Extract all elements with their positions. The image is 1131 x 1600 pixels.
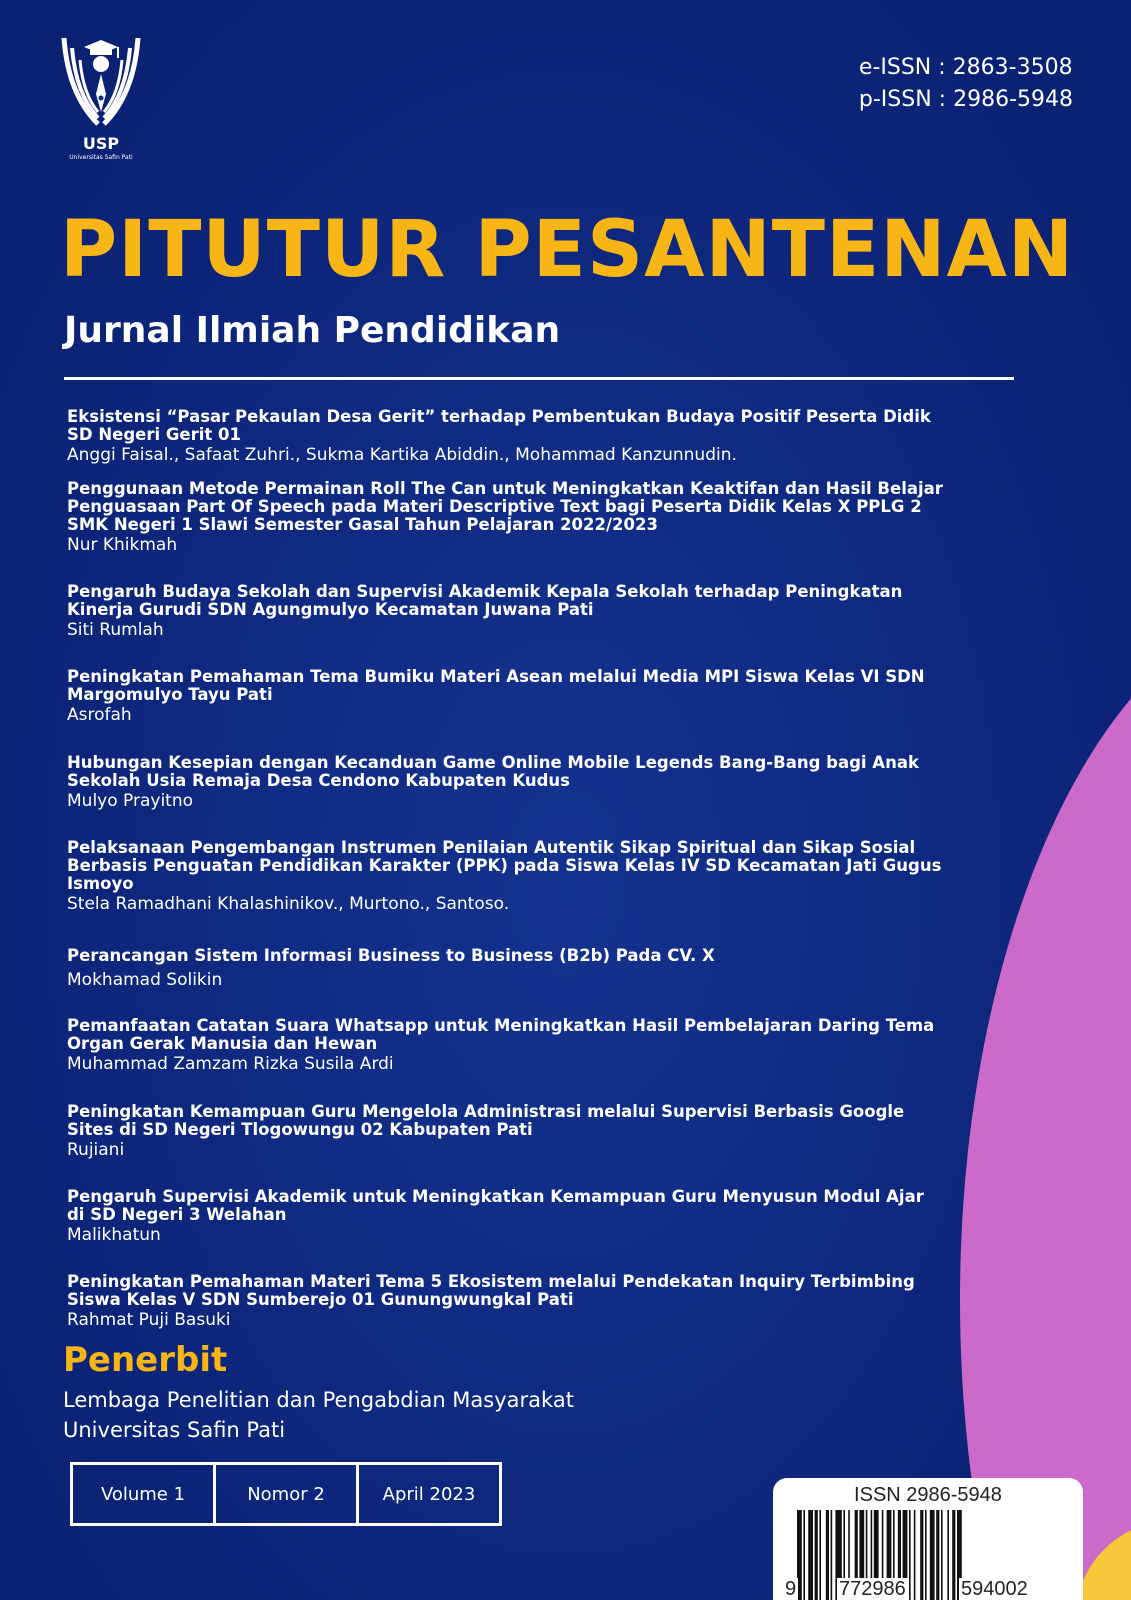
article-authors: Rujiani xyxy=(67,1140,125,1160)
barcode-bar xyxy=(930,1510,935,1600)
article-authors: Mokhamad Solikin xyxy=(67,970,223,990)
barcode-bar xyxy=(815,1510,818,1600)
barcode-bar xyxy=(808,1510,813,1600)
logo-name: USP xyxy=(82,134,120,153)
article-title: Eksistensi “Pasar Pekaulan Desa Gerit” terhadap Pembentukan Budaya Positif Peserta Didik SD Negeri Gerit 01 xyxy=(67,407,931,444)
publisher-heading: Penerbit xyxy=(63,1340,228,1380)
article-title: Perancangan Sistem Informasi Business to Business (B2b) Pada CV. X xyxy=(67,946,715,965)
article-item xyxy=(67,839,947,915)
journal-subtitle: Jurnal Ilmiah Pendidikan xyxy=(64,310,561,351)
article-authors: Asrofah xyxy=(67,705,132,725)
article-authors: Muhammad Zamzam Rizka Susila Ardi xyxy=(67,1054,394,1074)
article-authors: Rahmat Puji Basuki xyxy=(67,1310,231,1330)
article-item xyxy=(67,1188,947,1246)
article-item xyxy=(67,1103,947,1161)
article-authors: Mulyo Prayitno xyxy=(67,791,194,811)
publisher-line-2: Universitas Safin Pati xyxy=(63,1418,286,1442)
barcode-bar xyxy=(947,1510,949,1600)
article-item xyxy=(67,583,947,641)
barcode-bar xyxy=(826,1510,829,1600)
article-title: Hubungan Kesepian dengan Kecanduan Game Online Mobile Legends Bang-Bang bagi Anak Sekolah Usia Remaja Desa Cendono Kabupaten Kudus xyxy=(67,753,919,790)
article-title: Peningkatan Pemahaman Materi Tema 5 Ekosistem melalui Pendekatan Inquiry Terbimbing Siswa Kelas V SDN Sumberejo 01 Gunungwungkal Pati xyxy=(67,1272,915,1309)
barcode-digits-right: 594002 xyxy=(961,1578,1028,1600)
barcode-bar xyxy=(936,1510,939,1600)
e-issn: e-ISSN : 2863-3508 xyxy=(858,55,1073,80)
barcode-bar xyxy=(941,1510,943,1600)
barcode-digits-mid: 772986 xyxy=(839,1578,906,1600)
barcode-digit-left: 9 xyxy=(785,1578,797,1600)
date-label: April 2023 xyxy=(356,1465,499,1523)
university-logo xyxy=(60,34,142,164)
article-item xyxy=(67,1017,947,1075)
journal-title: PITUTUR PESANTENAN xyxy=(60,205,1075,295)
article-authors: Anggi Faisal., Safaat Zuhri., Sukma Kartika Abiddin., Mohammad Kanzunnudin. xyxy=(67,445,737,465)
article-title: Pemanfaatan Catatan Suara Whatsapp untuk Meningkatkan Hasil Pembelajaran Daring Tema Organ Gerak Manusia dan Hewan xyxy=(67,1016,935,1053)
book-icon xyxy=(60,34,142,134)
article-authors: Siti Rumlah xyxy=(67,620,164,640)
decorative-pink-arc xyxy=(960,600,1131,1600)
barcode-bar xyxy=(831,1510,833,1600)
barcode-bar xyxy=(925,1510,927,1600)
issue-info-box xyxy=(70,1462,502,1526)
volume-label: Volume 1 xyxy=(100,1483,186,1505)
publisher-line-1: Lembaga Penelitian dan Pengabdian Masyarakat xyxy=(63,1388,574,1412)
logo-subtitle: Universitas Safin Pati xyxy=(69,154,133,161)
article-title: Pelaksanaan Pengembangan Instrumen Penilaian Autentik Sikap Spiritual dan Sikap Sosial Berbasis Penguatan Pendidikan Karakter (PPK) pada Siswa Kelas IV SD Kecamatan Jati Gugus Ismoyo xyxy=(67,838,942,893)
article-item xyxy=(67,754,947,812)
divider xyxy=(64,377,1014,380)
barcode-issn-label: ISSN 2986-5948 xyxy=(854,1484,1002,1506)
issn-block xyxy=(859,52,1073,116)
article-item xyxy=(67,480,947,556)
issn-barcode xyxy=(773,1478,1083,1600)
barcode-bar xyxy=(914,1510,916,1600)
article-title: Peningkatan Pemahaman Tema Bumiku Materi Asean melalui Media MPI Siswa Kelas VI SDN Margomulyo Tayu Pati xyxy=(67,667,925,704)
article-authors: Malikhatun xyxy=(67,1225,161,1245)
article-title: Peningkatan Kemampuan Guru Mengelola Administrasi melalui Supervisi Berbasis Google Sites di SD Negeri Tlogowungu 02 Kabupaten Pati xyxy=(67,1102,905,1139)
barcode-bar xyxy=(803,1510,805,1600)
barcode-bar xyxy=(909,1510,911,1600)
article-title: Penggunaan Metode Permainan Roll The Can untuk Meningkatkan Keaktifan dan Hasil Belajar Penguasaan Part Of Speech pada Materi Descriptive Text bagi Peserta Didik Kelas X PPLG 2 SMK Negeri 1 Slawi Semester Gasal Tahun Pelajaran 2022/2023 xyxy=(67,479,943,534)
article-title: Pengaruh Supervisi Akademik untuk Meningkatkan Kemampuan Guru Menyusun Modul Ajar di SD Negeri 3 Welahan xyxy=(67,1187,924,1224)
article-item xyxy=(67,668,947,726)
article-item xyxy=(67,947,947,991)
article-authors: Stela Ramadhani Khalashinikov., Murtono., Santoso. xyxy=(67,894,510,914)
barcode-bar xyxy=(819,1510,821,1600)
article-item xyxy=(67,1273,947,1331)
number-label: Nomor 2 xyxy=(213,1465,356,1523)
article-item xyxy=(67,408,947,466)
barcode-bar xyxy=(920,1510,923,1600)
barcode-bar xyxy=(952,1510,955,1600)
article-authors: Nur Khikmah xyxy=(67,535,178,555)
p-issn: p-ISSN : 2986-5948 xyxy=(858,87,1073,112)
article-title: Pengaruh Budaya Sekolah dan Supervisi Akademik Kepala Sekolah terhadap Peningkatan Kinerja Gurudi SDN Agungmulyo Kecamatan Juwana Pati xyxy=(67,582,903,619)
